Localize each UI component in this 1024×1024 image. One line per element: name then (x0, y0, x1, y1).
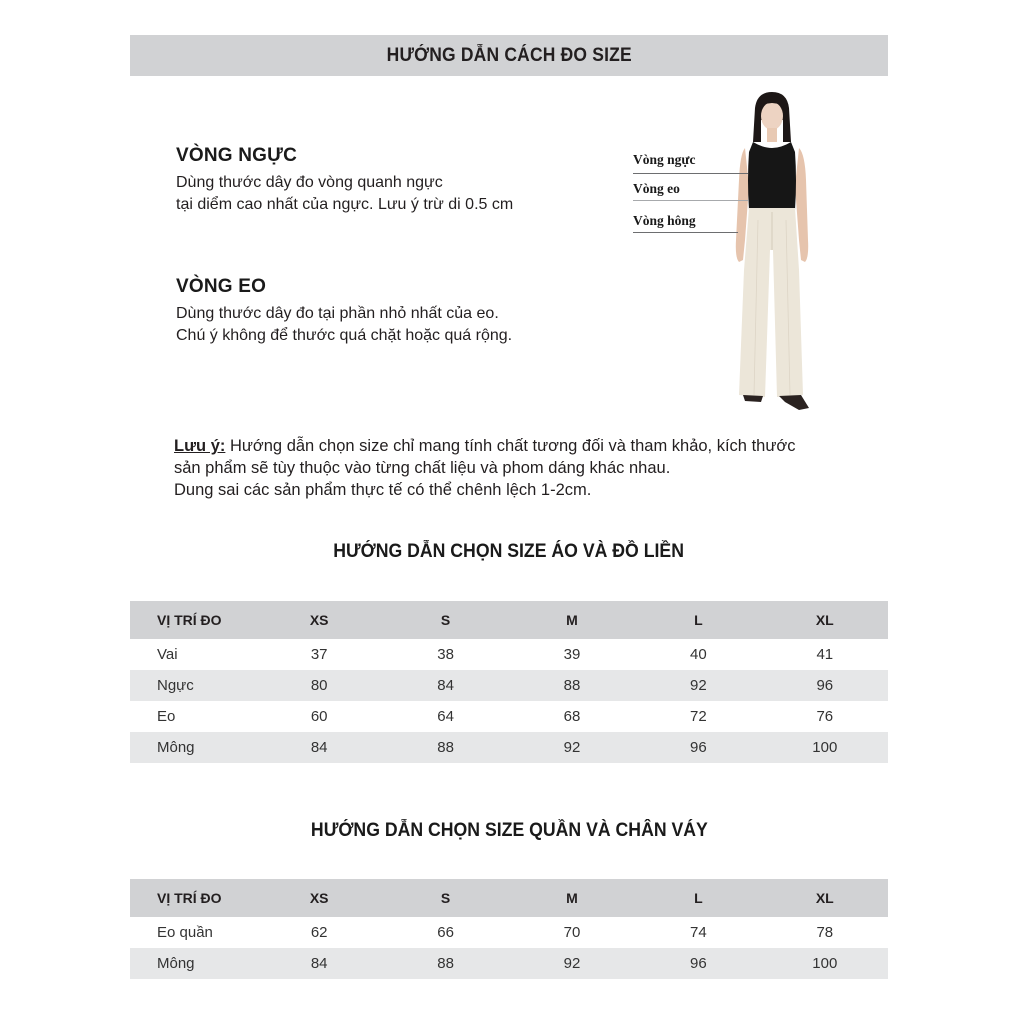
row-label: Eo quần (157, 924, 213, 941)
label-chest: Vòng ngực (633, 152, 696, 167)
cell: 72 (690, 708, 707, 725)
row-label: Mông (130, 732, 256, 763)
table-header-row (130, 601, 888, 639)
table-row (130, 701, 888, 732)
cell: 96 (635, 948, 761, 979)
cell: 96 (635, 732, 761, 763)
cell: 100 (762, 732, 888, 763)
cell: 92 (635, 670, 761, 701)
top-size-table (130, 601, 888, 763)
waist-instruction-line-2: Chú ý không để thước quá chặt hoặc quá rộng. (176, 327, 513, 344)
chest-instruction-line-1: Dùng thước dây đo vòng quanh ngực (176, 174, 443, 191)
hip-line (633, 232, 738, 233)
cell: 70 (563, 924, 581, 941)
top-size-table-title-text: HƯỚNG DẪN CHỌN SIZE ÁO VÀ ĐỒ LIỀN (333, 541, 685, 562)
header-cell: S (382, 879, 508, 917)
top-size-table-title (130, 541, 888, 563)
chest-line (633, 173, 748, 174)
model-figure-image (725, 90, 820, 415)
cell: 100 (762, 948, 888, 979)
bottom-size-table-title (130, 820, 888, 842)
cell: 38 (437, 646, 454, 663)
bottom-size-table-title-text: HƯỚNG DẪN CHỌN SIZE QUẦN VÀ CHÂN VÁY (310, 820, 708, 841)
bottom-size-table (130, 879, 888, 979)
cell: 40 (690, 646, 707, 663)
cell: 39 (563, 646, 581, 663)
cell: 84 (382, 670, 508, 701)
waist-instruction-line-1: Dùng thước dây đo tại phần nhỏ nhất của eo. (176, 305, 499, 322)
row-label: Vai (157, 646, 178, 663)
cell: 92 (509, 948, 635, 979)
label-hip: Vòng hông (633, 213, 696, 228)
header-cell: L (635, 601, 761, 639)
cell: 74 (690, 924, 707, 941)
cell: 37 (310, 646, 328, 663)
cell: 68 (563, 708, 581, 725)
note-label: Lưu ý: (174, 437, 226, 455)
waist-line (633, 200, 748, 201)
cell: 78 (816, 924, 834, 941)
cell: 66 (437, 924, 454, 941)
note-line-2: sản phẩm sẽ tùy thuộc vào từng chất liệu và phom dáng khác nhau. (174, 459, 671, 477)
waist-heading: VÒNG EO (176, 276, 267, 297)
chest-heading: VÒNG NGỰC (176, 145, 298, 166)
label-waist: Vòng eo (633, 181, 680, 196)
waist-measure-section (176, 276, 512, 347)
cell: 64 (437, 708, 454, 725)
row-label: Ngực (130, 670, 256, 701)
table-row (130, 670, 888, 701)
cell: 80 (256, 670, 382, 701)
header-cell: VỊ TRÍ ĐO (130, 879, 256, 917)
note-block (174, 435, 854, 501)
row-label: Mông (130, 948, 256, 979)
row-label: Eo (157, 708, 176, 725)
header-cell: XS (256, 601, 382, 639)
cell: 41 (816, 646, 834, 663)
cell: 60 (310, 708, 328, 725)
header-cell: VỊ TRÍ ĐO (130, 601, 256, 639)
table-header-row (130, 879, 888, 917)
header-cell: S (382, 601, 508, 639)
cell: 88 (382, 948, 508, 979)
cell: 96 (762, 670, 888, 701)
chest-measure-section (176, 145, 513, 216)
cell: 62 (310, 924, 328, 941)
page-title: HƯỚNG DẪN CÁCH ĐO SIZE (386, 44, 632, 66)
header-cell: XS (256, 879, 382, 917)
page-title-bar (130, 35, 888, 76)
table-row (130, 917, 888, 948)
header-cell: M (509, 879, 635, 917)
note-text-1: Hướng dẫn chọn size chỉ mang tính chất tương đối và tham khảo, kích thước (229, 437, 796, 455)
model-figure-illustration (725, 90, 820, 415)
header-cell: L (635, 879, 761, 917)
cell: 92 (509, 732, 635, 763)
header-cell: XL (762, 601, 888, 639)
chest-instruction-line-2: tại diểm cao nhất của ngực. Lưu ý trừ di 0.5 cm (176, 196, 514, 213)
header-cell: XL (762, 879, 888, 917)
table-row (130, 639, 888, 670)
note-line-1 (174, 435, 854, 457)
cell: 84 (256, 948, 382, 979)
cell: 88 (382, 732, 508, 763)
cell: 88 (509, 670, 635, 701)
cell: 76 (816, 708, 834, 725)
table-row (130, 732, 888, 763)
note-line-3: Dung sai các sản phẩm thực tế có thể chênh lệch 1-2cm. (174, 481, 592, 499)
table-row (130, 948, 888, 979)
header-cell: M (509, 601, 635, 639)
cell: 84 (256, 732, 382, 763)
